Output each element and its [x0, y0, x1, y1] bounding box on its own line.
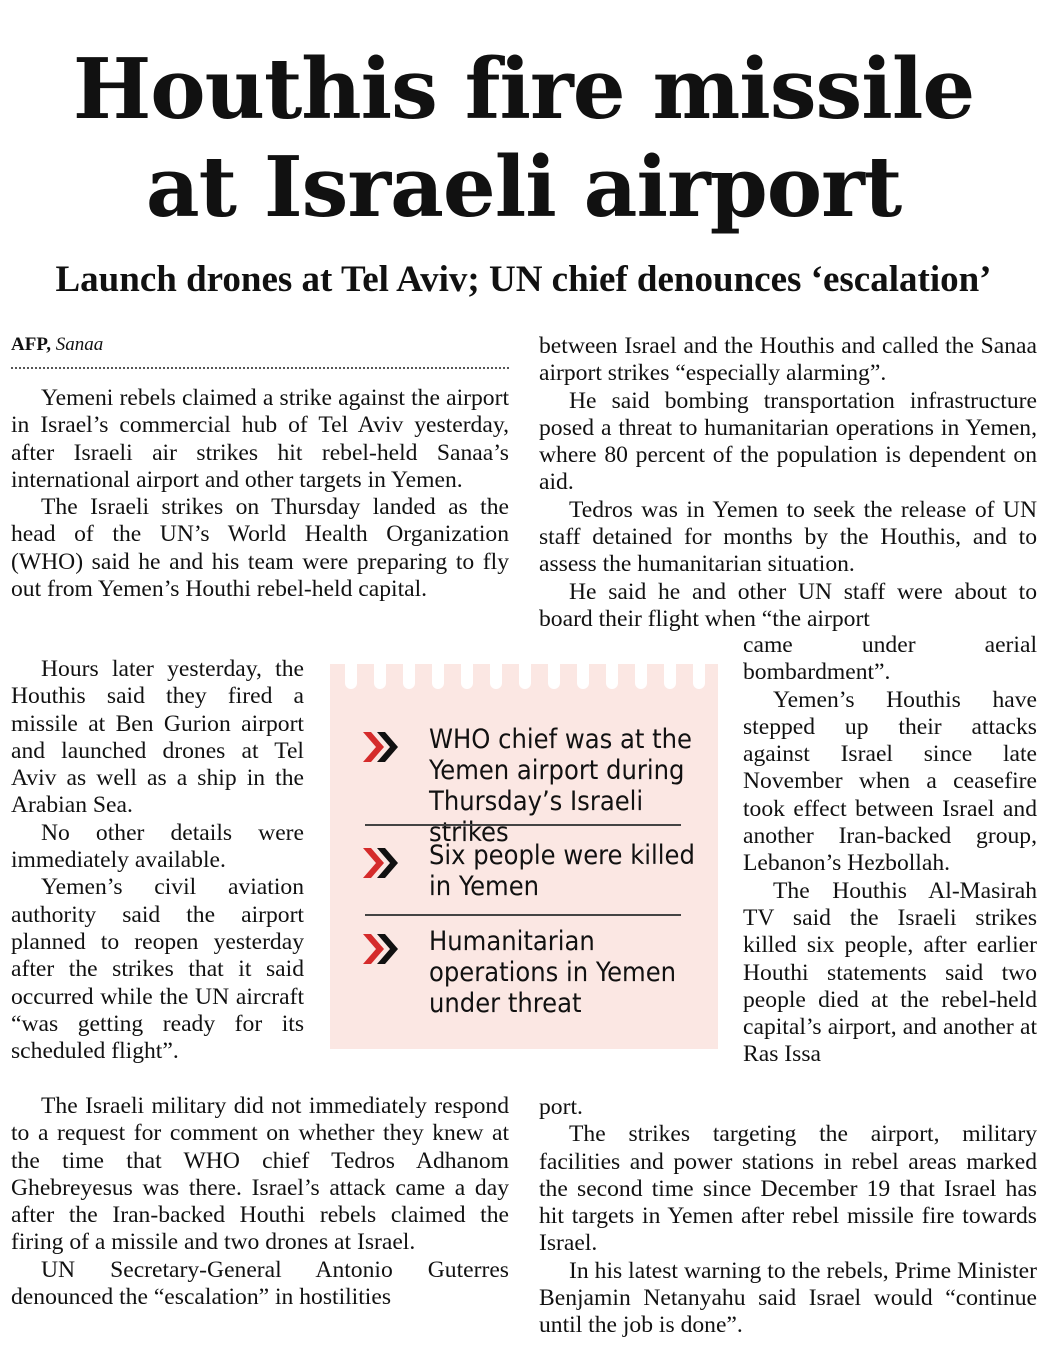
notepad-holes	[330, 664, 718, 704]
headline	[0, 40, 1047, 236]
paragraph-6: The Israeli military did not immediately respond to a request for comment on whether they knew at the time that WHO chief Tedros Adhanom Ghebreyesus was there. Israel’s attack came a day after the Iran-backed Houthi rebels claimed the firing of a missile and two drones at Israel.	[11, 1093, 509, 1256]
byline	[11, 333, 509, 369]
paragraph-5: Yemen’s civil aviation authority said the airport planned to reopen yesterday after the strikes that it said occurred while the UN aircraft “was getting ready for its scheduled flight”.	[11, 874, 304, 1065]
subheadline: Launch drones at Tel Aviv; UN chief denounces ‘escalation’	[55, 259, 992, 300]
headline-line-2: at Israeli airport	[145, 138, 902, 236]
highlight-text: Six people were killed in Yemen	[429, 840, 695, 902]
paragraph-14: In his latest warning to the rebels, Prime Minister Benjamin Netanyahu said Israel would “continue until the job is done”.	[539, 1257, 1037, 1339]
double-chevron-icon	[360, 932, 400, 966]
column-left-bottom	[11, 1093, 509, 1311]
paragraph-12-end: port.	[539, 1094, 583, 1120]
paragraph-4: No other details were immediately available.	[11, 819, 304, 874]
paragraph-7-continued: between Israel and the Houthis and called the Sanaa airport strikes “especially alarming”.	[539, 333, 1037, 387]
paragraph-12: The Houthis Al-Masirah TV said the Israeli strikes killed six people, after earlier Houthi statements said two people died at the rebel-held capital’s airport, and another at Ras Issa	[743, 877, 1037, 1068]
byline-agency: AFP,	[11, 334, 51, 355]
highlight-item	[360, 840, 695, 910]
highlight-item	[360, 724, 692, 848]
highlight-text: Humanitarian operations in Yemen under threat	[429, 926, 677, 1019]
double-chevron-icon	[360, 730, 400, 764]
divider	[365, 824, 681, 826]
byline-location: Sanaa	[55, 334, 104, 355]
paragraph-8: He said bombing transportation infrastructure posed a threat to humanitarian operations in Yemen, where 80 percent of the population is dependent on aid.	[539, 387, 1037, 496]
paragraph-9: Tedros was in Yemen to seek the release of UN staff detained for months by the Houthis, and to assess the humanitarian situation.	[539, 496, 1037, 578]
highlight-text: WHO chief was at the Yemen airport during Thursday’s Israeli strikes	[429, 724, 692, 848]
paragraph-2: The Israeli strikes on Thursday landed as the head of the UN’s World Health Organization (WHO) said he and his team were preparing to fly out from Yemen’s Houthi rebel-held capital.	[11, 494, 509, 603]
column-right-top	[539, 333, 1037, 633]
highlights-box	[330, 664, 718, 1049]
column-left-top	[11, 385, 509, 603]
headline-line-1: Houthis fire missile	[72, 40, 975, 138]
paragraph-1: Yemeni rebels claimed a strike against the airport in Israel’s commercial hub of Tel Aviv yesterday, after Israeli air strikes hit rebel-held Sanaa’s international airport and other targets in Yemen.	[11, 385, 509, 493]
highlight-item	[360, 926, 690, 1021]
paragraph-10-continued: came under aerial bombardment”.	[743, 632, 1037, 686]
column-right-narrow	[743, 632, 1037, 1069]
paragraph-13: The strikes targeting the airport, military facilities and power stations in rebel areas marked the second time since December 19 that Israel has hit targets in Yemen after rebel missile fire towards Israel.	[539, 1121, 1037, 1257]
column-right-bottom	[539, 1094, 1037, 1340]
paragraph-10: He said he and other UN staff were about to board their flight when “the airport	[539, 578, 1037, 632]
paragraph-3: Hours later yesterday, the Houthis said they fired a missile at Ben Gurion airport and launched drones at Tel Aviv as well as a ship in the Arabian Sea.	[11, 656, 304, 819]
column-left-narrow	[11, 656, 304, 1065]
paragraph-11: Yemen’s Houthis have stepped up their attacks against Israel since late November when a ceasefire took effect between Israel and another Iran-backed group, Lebanon’s Hezbollah.	[743, 686, 1037, 877]
paragraph-7: UN Secretary-General Antonio Guterres denounced the “escalation” in hostilities	[11, 1256, 509, 1311]
double-chevron-icon	[360, 846, 400, 880]
divider	[365, 914, 681, 916]
